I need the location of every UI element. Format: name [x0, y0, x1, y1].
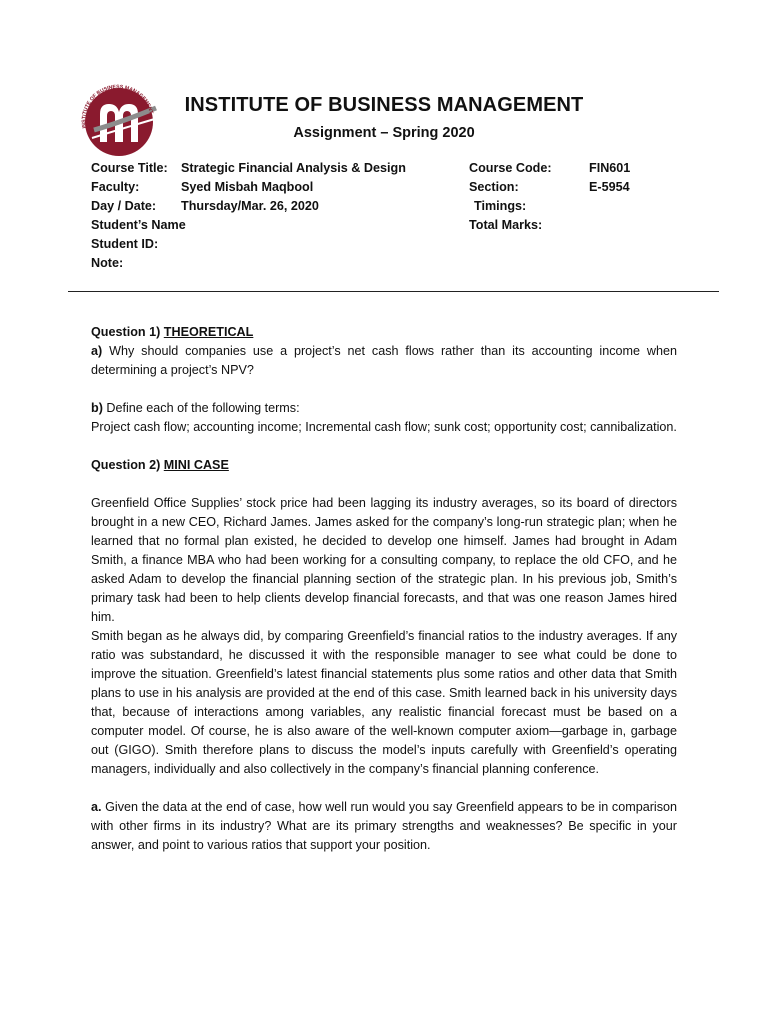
info-left-labels — [91, 159, 186, 273]
assignment-title: Assignment – Spring 2020 — [293, 125, 475, 141]
question-2-heading — [91, 456, 677, 475]
question-1b — [91, 399, 677, 418]
question-2a-label: a. — [91, 800, 102, 814]
mini-case-paragraph-1: Greenfield Office Supplies’ stock price had been lagging its industry averages, so its board of directors brought in a new CEO, Richard James. James asked for the company’s long-run strategic plan; when he learned that no formal plan existed, he decided to develop one himself. James had brought in Adam Smith, a finance MBA who had been working for a consulting company, to replace the old CFO, and he asked Adam to develop the financial planning section of the strategic plan. In his previous job, Smith’s primary task had been to help clients develop financial forecasts, and that was one reason James hired him. — [91, 496, 677, 624]
question-2-prefix: Question 2) — [91, 458, 164, 472]
logo-ring-text: INSTITUTE OF BUSINESS MANAGEMENT — [81, 84, 154, 129]
question-1a-label: a) — [91, 344, 103, 358]
value-section: E-5954 — [589, 180, 630, 194]
value-course-title: Strategic Financial Analysis & Design — [181, 161, 406, 175]
label-day-date: Day / Date: — [91, 199, 157, 213]
info-right-values — [589, 159, 630, 197]
label-section: Section: — [469, 180, 519, 194]
label-timings: Timings: — [474, 199, 527, 213]
question-1a — [91, 342, 677, 380]
label-faculty: Faculty: — [91, 180, 140, 194]
info-left-values — [181, 159, 406, 216]
info-right-labels — [469, 159, 552, 235]
question-2a — [91, 798, 677, 855]
value-course-code: FIN601 — [589, 161, 631, 175]
question-1b-label: b) — [91, 401, 103, 415]
question-2a-text: Given the data at the end of case, how well run would you say Greenfield appears to be in comparison with other firms in its industry? What are its primary strengths and weaknesses? Be specific in your answer, and point to various ratios that support your position. — [91, 800, 677, 852]
institute-title: INSTITUTE OF BUSINESS MANAGEMENT — [184, 94, 584, 116]
question-1-heading — [91, 323, 677, 342]
question-1-prefix: Question 1) — [91, 325, 164, 339]
label-total-marks: Total Marks: — [469, 218, 543, 232]
institute-logo — [72, 78, 162, 160]
label-note: Note: — [91, 256, 124, 270]
label-student-name: Student’s Name — [91, 218, 186, 232]
assignment-content — [91, 323, 677, 855]
label-course-code: Course Code: — [469, 161, 552, 175]
value-day-date: Thursday/Mar. 26, 2020 — [181, 199, 319, 213]
logo-emblem-icon — [72, 78, 162, 160]
question-1a-text: Why should companies use a project’s net cash flows rather than its accounting income when determining a project’s NPV? — [91, 344, 677, 377]
value-faculty: Syed Misbah Maqbool — [181, 180, 314, 194]
label-course-title: Course Title: — [91, 161, 168, 175]
question-1b-text: Define each of the following terms: — [102, 401, 300, 415]
question-1-title: THEORETICAL — [163, 325, 254, 339]
question-1b-terms: Project cash flow; accounting income; Incremental cash flow; sunk cost; opportunity cost; cannibalization. — [91, 420, 677, 434]
header-divider — [68, 291, 719, 292]
label-student-id: Student ID: — [91, 237, 159, 251]
question-2-title: MINI CASE — [163, 458, 229, 472]
mini-case-paragraph-2: Smith began as he always did, by comparing Greenfield’s financial ratios to the industry averages. If any ratio was substandard, he discussed it with the responsible manager to see what could be done to improve the situation. Greenfield’s latest financial statements plus some ratios and other data that Smith plans to use in his analysis are provided at the end of this case. Smith learned back in his university days that, because of interactions among variables, any realistic financial forecast must be based on a computer model. Of course, he is also aware of the well-known computer axiom—garbage in, garbage out (GIGO). Smith therefore plans to discuss the model’s inputs carefully with Greenfield’s operating managers, individually and also collectively in the company’s financial planning conference. — [91, 629, 677, 776]
